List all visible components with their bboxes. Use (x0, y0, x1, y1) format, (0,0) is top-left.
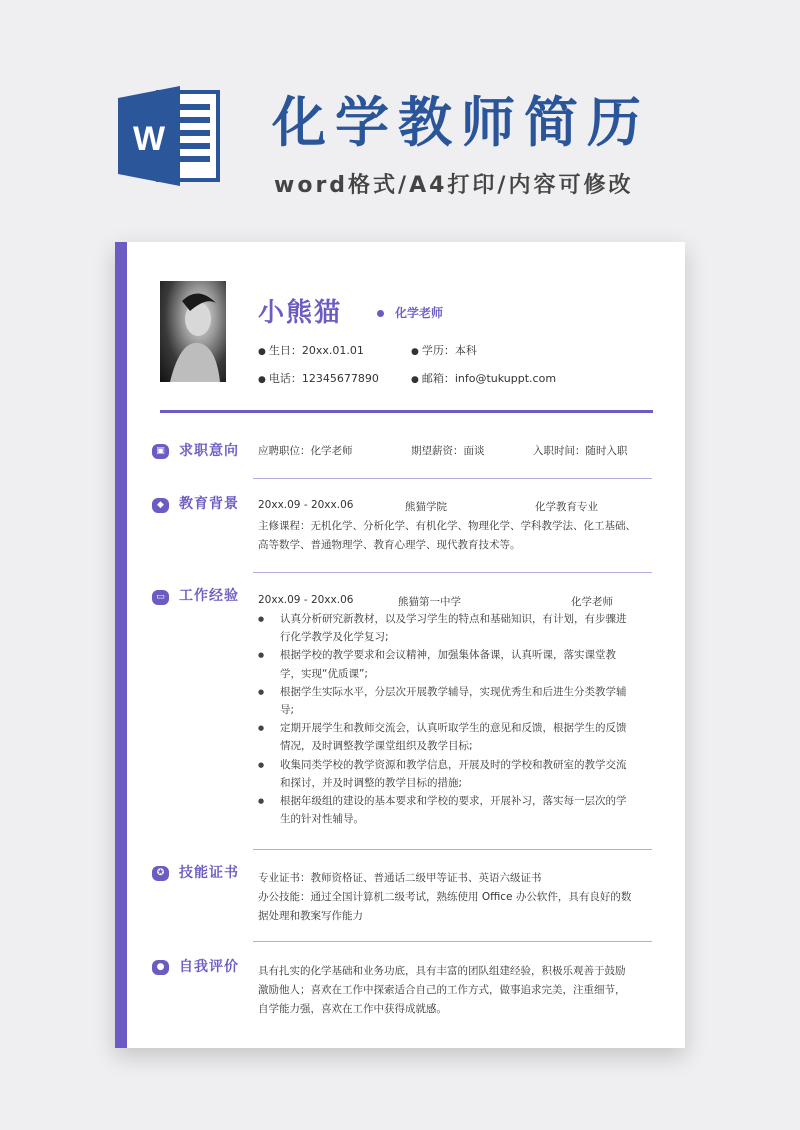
section-divider (253, 941, 652, 942)
section-title-self: 自我评价 (179, 959, 239, 975)
candidate-job-title: 化学老师 (395, 306, 444, 320)
bullet-dot: ● (258, 375, 266, 385)
briefcase-icon: ▣ (152, 444, 169, 459)
bullet-dot: ● (411, 347, 419, 357)
work-duties-list (256, 610, 636, 828)
list-item: ● 根据学校的教学要求和会议精神，加强集体备课，认真听课，落实课堂教学，实现“优质课”; (256, 646, 636, 682)
accent-bar (115, 242, 127, 1048)
user-icon: ● (152, 960, 169, 975)
bullet-dot: ● (258, 347, 266, 357)
resume-page (115, 242, 685, 1048)
section-title-intent: 求职意向 (179, 443, 239, 459)
section-title-work: 工作经验 (179, 588, 239, 604)
document-title: 化学教师简历 (272, 91, 650, 154)
education-major: 化学教育专业 (535, 501, 598, 513)
skills-line1: 专业证书：教师资格证、普通话二级甲等证书、英语六级证书 (258, 872, 542, 884)
list-item: ● 定期开展学生和教师交流会，认真听取学生的意见和反馈，根据学生的反馈情况，及时调整教学课堂组织及教学目标; (256, 719, 636, 755)
skills-line2: 办公技能：通过全国计算机二级考试，熟练使用 Office 办公软件，具有良好的数 (258, 891, 632, 903)
section-divider (253, 849, 652, 850)
education-courses-line2: 高等数学、普通物理学、教育心理学、现代教育技术等。 (258, 539, 521, 551)
intent-position: 应聘职位：化学老师 (258, 445, 353, 457)
section-divider (253, 478, 652, 479)
work-role: 化学老师 (571, 596, 613, 608)
header-rule (160, 410, 653, 413)
certificate-icon: ✪ (152, 866, 169, 881)
word-w-letter: W (132, 120, 166, 158)
list-item: ● 根据年级组的建设的基本要求和学校的要求，开展补习，落实每一层次的学生的针对性辅导。 (256, 792, 636, 828)
education-courses-line1: 主修课程：无机化学、分析化学、有机化学、物理化学、学科教学法、化工基础、 (258, 520, 636, 532)
graduation-cap-icon: ◆ (152, 498, 169, 513)
monitor-icon: ▭ (152, 590, 169, 605)
list-item: ● 根据学生实际水平，分层次开展教学辅导，实现优秀生和后进生分类教学辅导; (256, 683, 636, 719)
word-logo-icon (118, 84, 222, 188)
self-line1: 具有扎实的化学基础和业务功底，具有丰富的团队组建经验，积极乐观善于鼓励 (258, 965, 626, 977)
section-divider (253, 572, 652, 573)
profile-photo (160, 281, 226, 382)
birthday-info: ● 生日：20xx.01.01 (258, 344, 364, 357)
list-item: ● 认真分析研究新教材，以及学习学生的特点和基础知识，有计划，有步骤进行化学教学及化学复习; (256, 610, 636, 646)
skills-line3: 据处理和教案写作能力 (258, 910, 363, 922)
intent-start: 入职时间：随时入职 (533, 445, 628, 457)
phone-info: ● 电话：12345677890 (258, 372, 379, 385)
self-line3: 自学能力强，喜欢在工作中获得成就感。 (258, 1003, 447, 1015)
candidate-name: 小熊猫 (258, 298, 343, 328)
section-title-education: 教育背景 (179, 496, 239, 512)
intent-salary: 期望薪资：面谈 (411, 445, 485, 457)
bullet-dot: ● (411, 375, 419, 385)
title-dot (377, 310, 384, 317)
section-title-skills: 技能证书 (179, 865, 239, 881)
email-info: ● 邮箱：info@tukuppt.com (411, 372, 557, 385)
document-subtitle: word格式/A4打印/内容可修改 (274, 173, 634, 198)
education-info: ● 学历：本科 (411, 344, 477, 357)
self-line2: 激励他人；喜欢在工作中探索适合自己的工作方式，做事追求完美，注重细节， (258, 984, 626, 996)
work-period: 20xx.09 - 20xx.06 (258, 594, 354, 606)
education-school: 熊猫学院 (405, 501, 447, 513)
list-item: ● 收集同类学校的教学资源和教学信息，开展及时的学校和教研室的教学交流和探讨，并及时调整的教学目标的措施; (256, 756, 636, 792)
work-company: 熊猫第一中学 (398, 596, 461, 608)
education-period: 20xx.09 - 20xx.06 (258, 499, 354, 511)
